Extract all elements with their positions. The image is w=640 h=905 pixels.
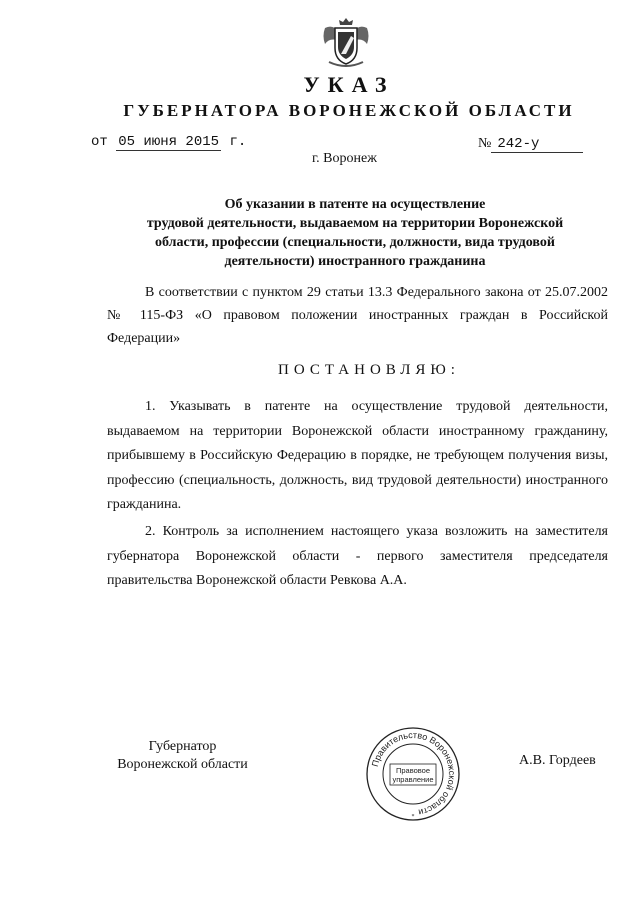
document-type-title: УКАЗ: [303, 72, 395, 97]
signatory-title-line: Губернатор: [148, 739, 217, 754]
city-line: г. Воронеж: [312, 151, 377, 166]
stamp-center-line: управление: [392, 775, 434, 784]
preamble-paragraph: В соответствии с пунктом 29 статьи 13.3 Федерального закона от 25.07.2002 № 115-ФЗ «О правовом положении иностранных граждан в Российской Федерации»: [107, 285, 608, 346]
official-stamp: [363, 724, 463, 824]
heading-line: трудовой деятельности, выдаваемом на территории Воронежской: [146, 216, 564, 231]
date-prefix: от: [91, 134, 108, 150]
date-value: 05 июня 2015: [118, 134, 220, 150]
document-date: [91, 134, 246, 151]
signatory-title: [110, 738, 255, 774]
coat-of-arms-icon: [319, 14, 373, 72]
date-suffix: г.: [229, 134, 247, 150]
decree-item-1: 1. Указывать в патенте на осуществление трудовой деятельности, выдаваемом на территории Воронежской области иностранному гражданину, прибывшему в Российскую Федерацию в порядке, не требующем получения визы, профессию (специальность, должность, вид трудовой деятельности) иностранного гражданина.: [107, 399, 608, 512]
document-heading: [110, 195, 600, 271]
decree-word: ПОСТАНОВЛЯЮ:: [278, 362, 460, 378]
number-value: 242-у: [491, 136, 583, 153]
stamp-center-line: Правовое: [395, 766, 431, 775]
issuer-title: ГУБЕРНАТОРА ВОРОНЕЖСКОЙ ОБЛАСТИ: [123, 101, 575, 120]
document-number: [478, 136, 583, 153]
star-icon: *: [411, 814, 415, 820]
number-sign: №: [478, 136, 492, 151]
heading-line: Об указании в патенте на осуществление: [224, 197, 486, 212]
heading-line: области, профессии (специальности, должности, вида трудовой: [155, 235, 555, 250]
stamp-ring-text: Правительство Воронежской области: [369, 729, 458, 818]
decree-item-2: 2. Контроль за исполнением настоящего указа возложить на заместителя губернатора Воронежской области - первого заместителя председателя правительства Воронежской области Ревкова А.А.: [107, 524, 608, 588]
signatory-title-line: Воронежской области: [117, 757, 248, 772]
signatory-name: А.В. Гордеев: [519, 753, 596, 768]
heading-line: деятельности) иностранного гражданина: [224, 254, 486, 269]
